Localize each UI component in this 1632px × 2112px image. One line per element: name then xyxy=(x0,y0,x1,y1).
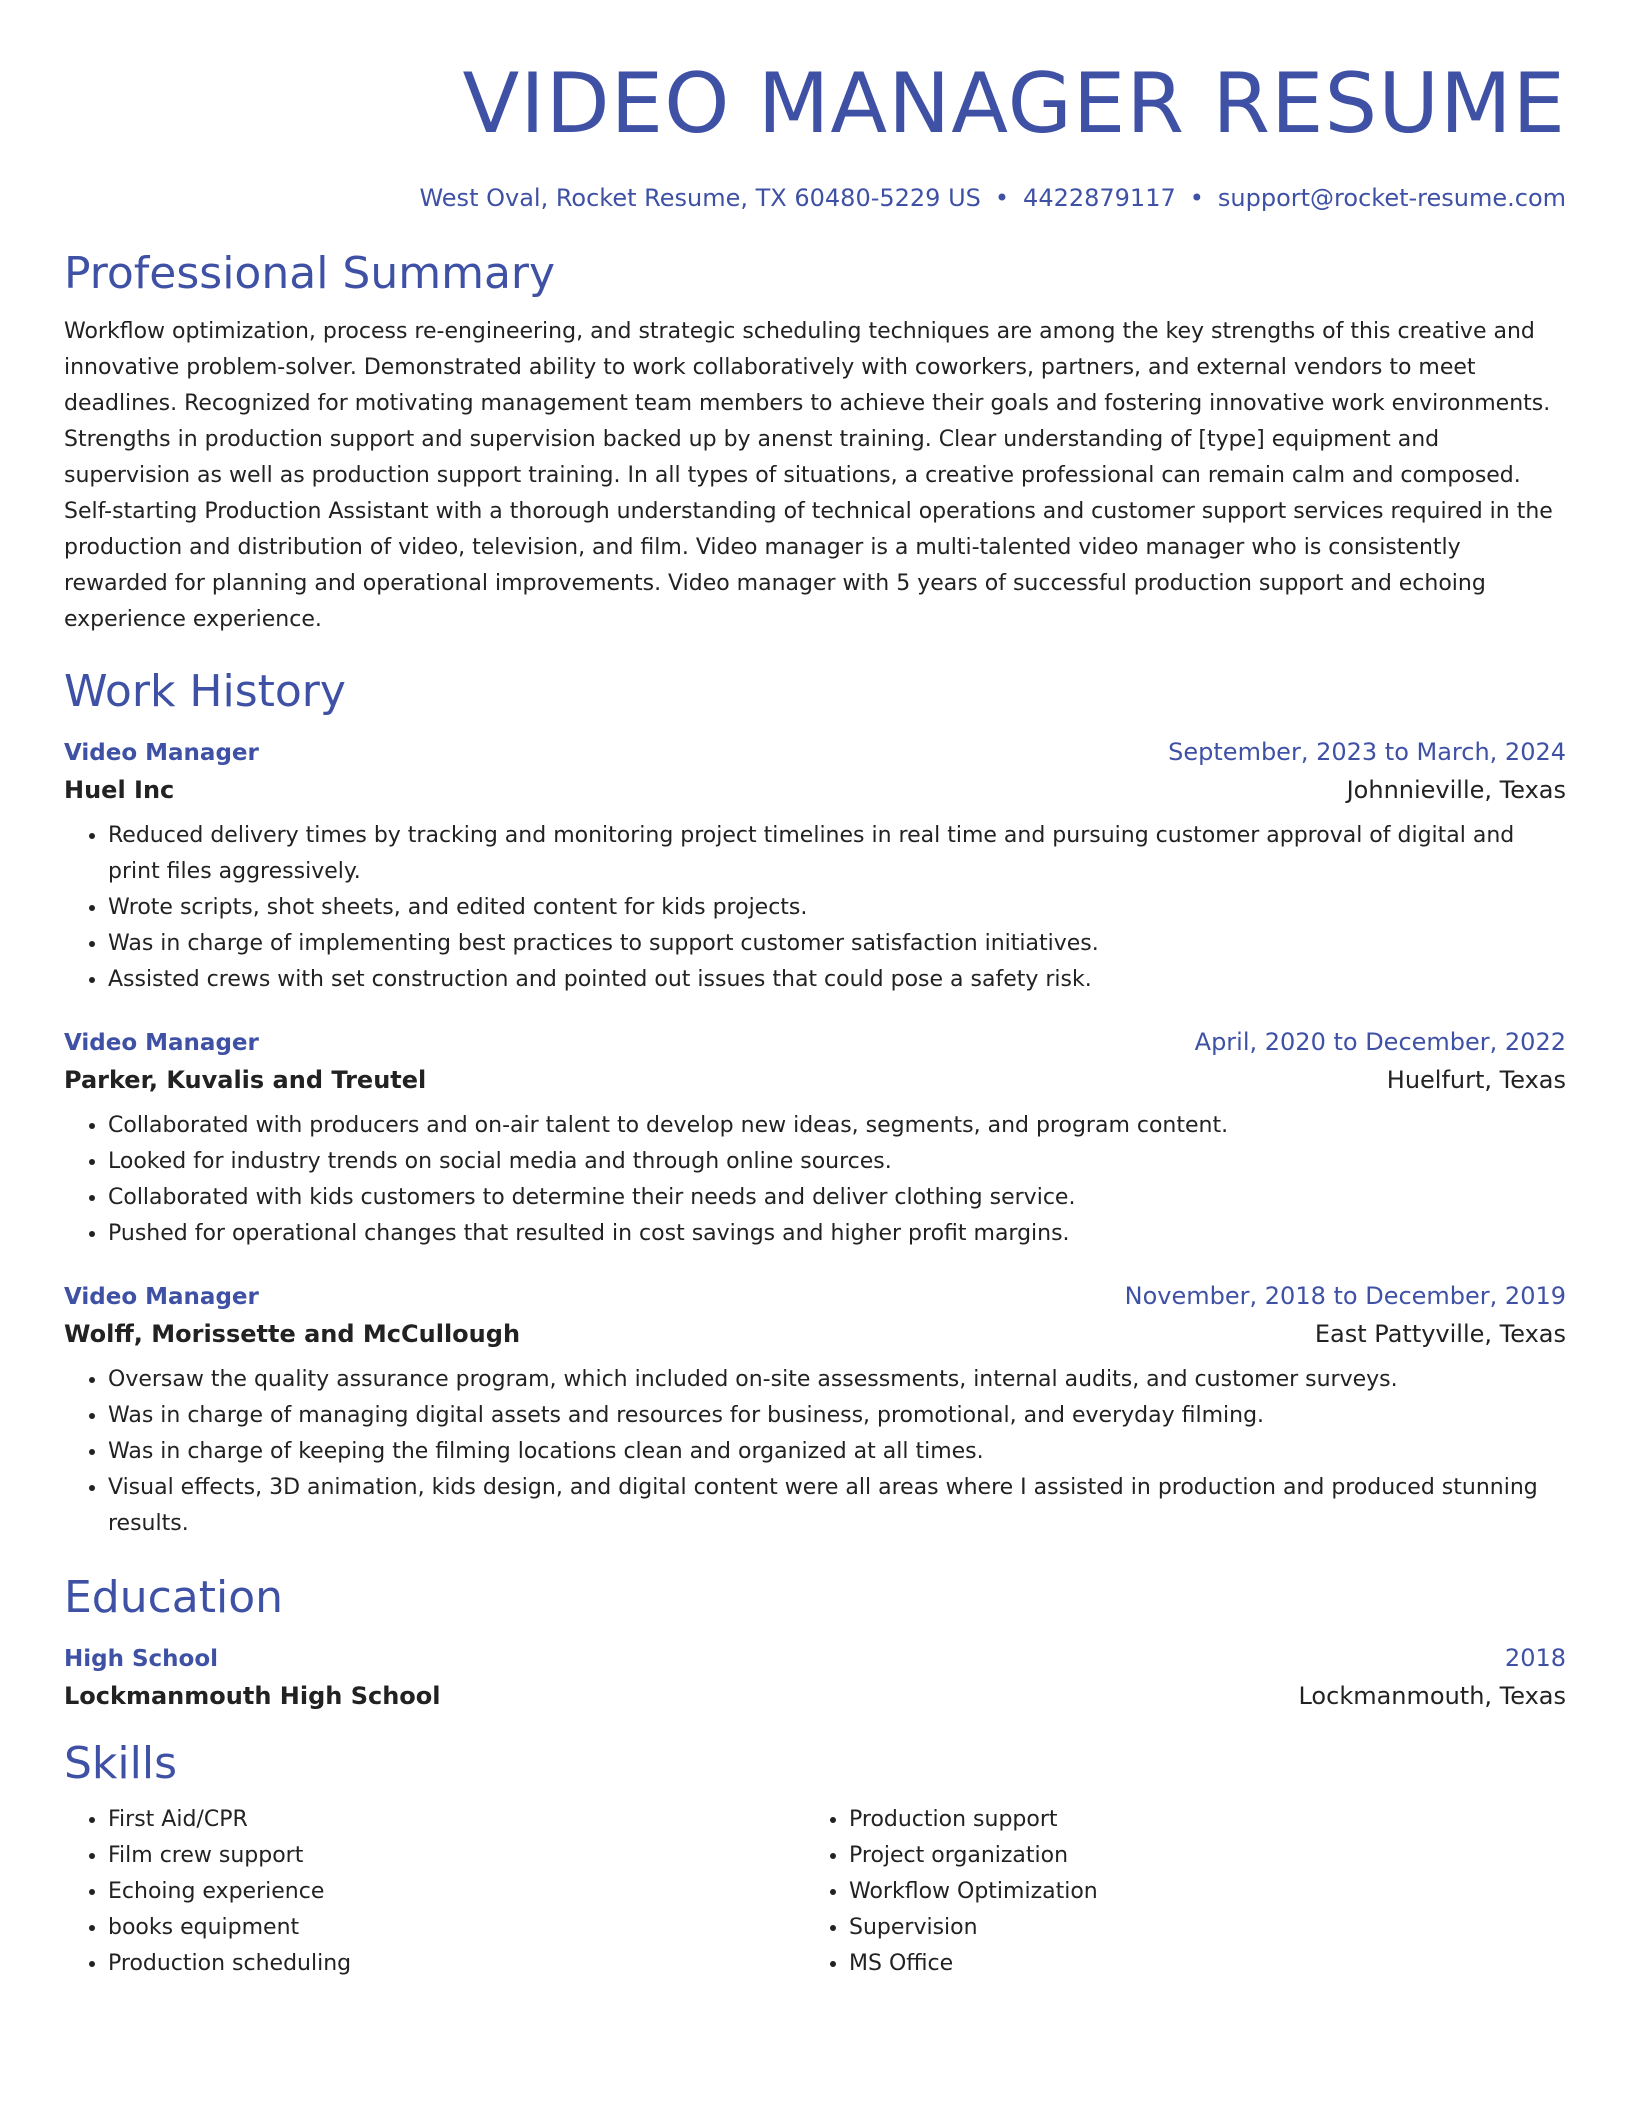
job-header-row xyxy=(64,1028,1566,1056)
skill-item: • Production support xyxy=(849,1802,1546,1838)
job-bullet: • Pushed for operational changes that resulted in cost savings and higher profit margins. xyxy=(108,1216,1566,1252)
education-heading: Education xyxy=(64,1572,284,1623)
job-bullets xyxy=(64,818,1566,998)
job-dates: April, 2020 to December, 2022 xyxy=(1194,1028,1566,1056)
education-degree: High School xyxy=(64,1646,219,1672)
skill-item: • Production scheduling xyxy=(108,1946,805,1982)
job-title: Video Manager xyxy=(64,1284,259,1310)
contact-line xyxy=(64,184,1566,212)
job-location: East Pattyville, Texas xyxy=(1314,1320,1566,1348)
job-header-row xyxy=(64,738,1566,766)
skill-item: • Echoing experience xyxy=(108,1874,805,1910)
resume-page xyxy=(64,0,1566,1982)
work-history-heading: Work History xyxy=(64,666,346,717)
resume-name: VIDEO MANAGER RESUME xyxy=(462,55,1566,152)
job-title: Video Manager xyxy=(64,740,259,766)
job-title: Video Manager xyxy=(64,1030,259,1056)
skills-heading: Skills xyxy=(64,1738,178,1789)
contact-separator: • xyxy=(994,184,1010,212)
job-dates: November, 2018 to December, 2019 xyxy=(1124,1282,1566,1310)
job-entry xyxy=(64,738,1566,998)
job-bullet: • Was in charge of managing digital assets and resources for business, promotional, and everyday filming. xyxy=(108,1398,1566,1434)
contact-address: West Oval, Rocket Resume, TX 60480-5229 US xyxy=(419,184,981,212)
job-location: Johnnieville, Texas xyxy=(1346,776,1566,804)
job-company-row xyxy=(64,1066,1566,1094)
skill-item: • books equipment xyxy=(108,1910,805,1946)
skill-item: • Supervision xyxy=(849,1910,1546,1946)
job-bullet: • Reduced delivery times by tracking and monitoring project timelines in real time and pursuing customer approval of digital and print files aggressively. xyxy=(108,818,1566,890)
job-company: Parker, Kuvalis and Treutel xyxy=(64,1066,427,1094)
education-school-row xyxy=(64,1682,1566,1710)
job-entry xyxy=(64,1282,1566,1542)
job-bullet: • Was in charge of keeping the filming locations clean and organized at all times. xyxy=(108,1434,1566,1470)
skill-item: • Project organization xyxy=(849,1838,1546,1874)
skill-item: • Workflow Optimization xyxy=(849,1874,1546,1910)
skills-list-right xyxy=(805,1802,1546,1982)
job-bullet: • Collaborated with kids customers to determine their needs and deliver clothing service. xyxy=(108,1180,1566,1216)
contact-separator: • xyxy=(1189,184,1204,212)
job-company-row xyxy=(64,1320,1566,1348)
summary-heading: Professional Summary xyxy=(64,248,556,299)
skills-columns xyxy=(64,1802,1566,1982)
job-company: Wolff, Morissette and McCullough xyxy=(64,1320,521,1348)
job-bullets xyxy=(64,1108,1566,1252)
job-company-row xyxy=(64,776,1566,804)
job-bullet: • Was in charge of implementing best practices to support customer satisfaction initiatives. xyxy=(108,926,1566,962)
job-dates: September, 2023 to March, 2024 xyxy=(1168,738,1566,766)
education-school: Lockmanmouth High School xyxy=(64,1682,441,1710)
skill-item: • First Aid/CPR xyxy=(108,1802,805,1838)
skill-item: • MS Office xyxy=(849,1946,1546,1982)
job-bullet: • Assisted crews with set construction and pointed out issues that could pose a safety risk. xyxy=(108,962,1566,998)
job-header-row xyxy=(64,1282,1566,1310)
job-bullet: • Wrote scripts, shot sheets, and edited content for kids projects. xyxy=(108,890,1566,926)
job-company: Huel Inc xyxy=(64,776,175,804)
job-bullet: • Visual effects, 3D animation, kids design, and digital content were all areas where I assisted in production and produced stunning results. xyxy=(108,1470,1566,1542)
job-bullets xyxy=(64,1362,1566,1542)
education-entry xyxy=(64,1644,1566,1710)
skill-item: • Film crew support xyxy=(108,1838,805,1874)
contact-phone: 4422879117 xyxy=(1023,184,1176,212)
education-header-row xyxy=(64,1644,1566,1672)
job-bullet: • Collaborated with producers and on-air talent to develop new ideas, segments, and program content. xyxy=(108,1108,1566,1144)
job-bullet: • Oversaw the quality assurance program, which included on-site assessments, internal audits, and customer surveys. xyxy=(108,1362,1566,1398)
contact-email: support@rocket-resume.com xyxy=(1217,184,1566,212)
education-year: 2018 xyxy=(1504,1644,1566,1672)
education-location: Lockmanmouth, Texas xyxy=(1298,1682,1566,1710)
skills-list-left xyxy=(64,1802,805,1982)
job-entry xyxy=(64,1028,1566,1252)
job-location: Huelfurt, Texas xyxy=(1386,1066,1566,1094)
summary-text: Workflow optimization, process re-engineering, and strategic scheduling techniques are among the key strengths of this creative and innovative problem-solver. Demonstrated ability to work collaboratively with coworkers, partners, and external vendors to meet deadlines. Recognized for motivating management team members to achieve their goals and fostering innovative work environments. Strengths in production support and supervision backed up by anenst training. Clear understanding of [type] equipment and supervision as well as production support training. In all types of situations, a creative professional can remain calm and composed. Self-starting Production Assistant with a thorough understanding of technical operations and customer support services required in the production and distribution of video, television, and film. Video manager is a multi-talented video manager who is consistently rewarded for planning and operational improvements. Video manager with 5 years of successful production support and echoing experience experience. xyxy=(64,319,1553,632)
job-bullet: • Looked for industry trends on social media and through online sources. xyxy=(108,1144,1566,1180)
